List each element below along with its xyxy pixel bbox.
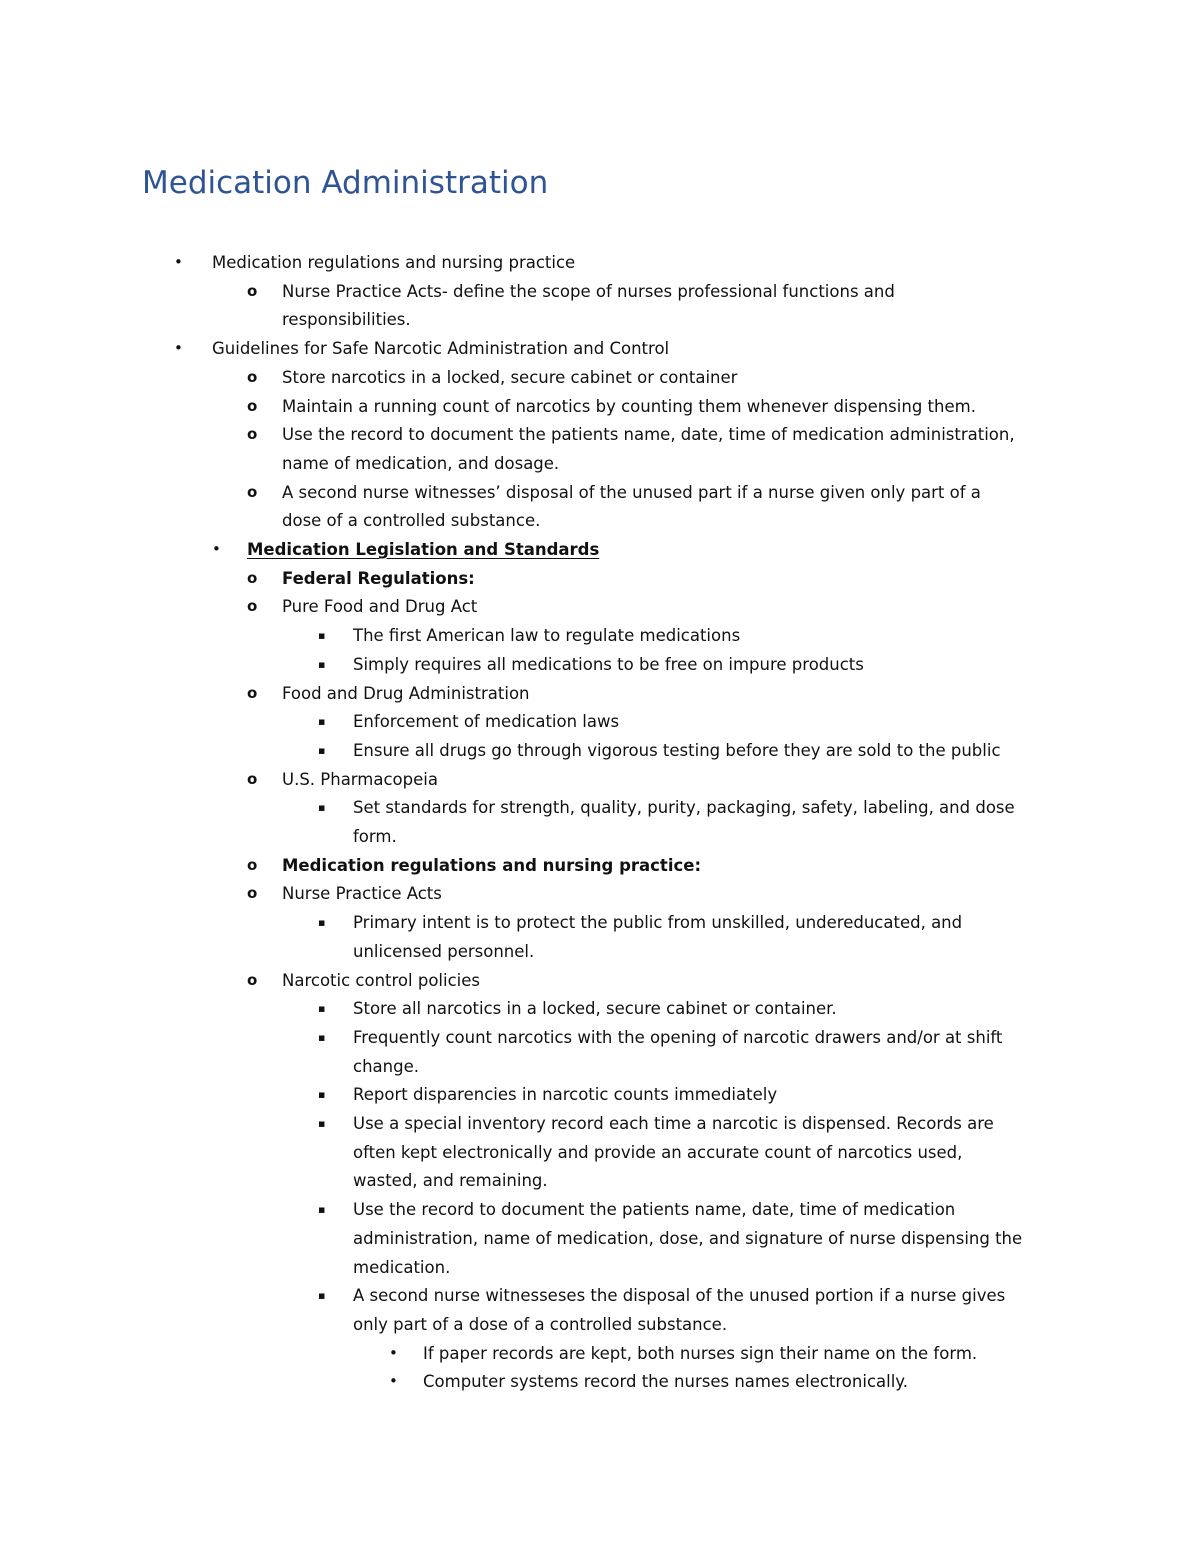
list-item-text: If paper records are kept, both nurses sign their name on the form.	[423, 1344, 978, 1363]
list-item-text: Medication regulations and nursing practice:	[282, 856, 702, 875]
list-item-text: administration, name of medication, dose, and signature of nurse dispensing the	[353, 1229, 1023, 1248]
bullet-marker: ▪	[318, 715, 326, 728]
list-item-text: Nurse Practice Acts	[282, 884, 442, 903]
list-item-text: wasted, and remaining.	[353, 1171, 548, 1190]
list-item-text: Use the record to document the patients name, date, time of medication administration,	[282, 425, 1015, 444]
list-item-text: Food and Drug Administration	[282, 684, 530, 703]
bullet-marker: o	[247, 368, 258, 386]
list-item-text: Nurse Practice Acts- define the scope of nurses professional functions and	[282, 282, 895, 301]
bullet-marker: ▪	[318, 1203, 326, 1216]
list-item-text: Report disparencies in narcotic counts immediately	[353, 1085, 778, 1104]
bullet-marker: o	[247, 397, 258, 415]
list-item-text: Medication Legislation and Standards	[247, 540, 600, 559]
bullet-marker: •	[389, 1344, 398, 1362]
list-item-text: unlicensed personnel.	[353, 942, 535, 961]
list-item-text: A second nurse witnesses’ disposal of the unused part if a nurse given only part of a	[282, 483, 981, 502]
list-item-text: only part of a dose of a controlled substance.	[353, 1315, 728, 1334]
list-item-text: Guidelines for Safe Narcotic Administration and Control	[212, 339, 670, 358]
list-item-text: Narcotic control policies	[282, 971, 480, 990]
list-item-text: medication.	[353, 1258, 451, 1277]
bullet-marker: o	[247, 770, 258, 788]
bullet-marker: o	[247, 684, 258, 702]
bullet-marker: ▪	[318, 916, 326, 929]
bullet-marker: ▪	[318, 744, 326, 757]
list-item-text: Medication regulations and nursing practice	[212, 253, 576, 272]
list-item-text: Computer systems record the nurses names electronically.	[423, 1372, 908, 1391]
bullet-marker: o	[247, 597, 258, 615]
bullet-marker: •	[174, 339, 183, 357]
bullet-marker: •	[389, 1372, 398, 1390]
bullet-marker: o	[247, 425, 258, 443]
bullet-marker: o	[247, 884, 258, 902]
bullet-marker: ▪	[318, 1002, 326, 1015]
bullet-marker: o	[247, 856, 258, 874]
list-item-text: Pure Food and Drug Act	[282, 597, 478, 616]
bullet-marker: o	[247, 282, 258, 300]
list-item-text: Store narcotics in a locked, secure cabinet or container	[282, 368, 738, 387]
list-item-text: Use a special inventory record each time a narcotic is dispensed. Records are	[353, 1114, 994, 1133]
list-item-text: A second nurse witnesseses the disposal of the unused portion if a nurse gives	[353, 1286, 1006, 1305]
list-item-text: The first American law to regulate medications	[353, 626, 741, 645]
page-title: Medication Administration	[142, 165, 549, 201]
list-item-text: Maintain a running count of narcotics by counting them whenever dispensing them.	[282, 397, 976, 416]
bullet-marker: ▪	[318, 629, 326, 642]
bullet-marker: ▪	[318, 658, 326, 671]
bullet-marker: o	[247, 483, 258, 501]
list-item-text: Use the record to document the patients name, date, time of medication	[353, 1200, 956, 1219]
bullet-marker: ▪	[318, 1031, 326, 1044]
bullet-marker: •	[174, 253, 183, 271]
list-item-text: Frequently count narcotics with the opening of narcotic drawers and/or at shift	[353, 1028, 1003, 1047]
list-item-text: Enforcement of medication laws	[353, 712, 620, 731]
bullet-marker: ▪	[318, 1117, 326, 1130]
bullet-marker: ▪	[318, 1289, 326, 1302]
list-item-text: Set standards for strength, quality, purity, packaging, safety, labeling, and dose	[353, 798, 1015, 817]
list-item-text: Store all narcotics in a locked, secure cabinet or container.	[353, 999, 837, 1018]
list-item-text: U.S. Pharmacopeia	[282, 770, 438, 789]
list-item-text: Federal Regulations:	[282, 569, 475, 588]
bullet-marker: ▪	[318, 1088, 326, 1101]
list-item-text: Ensure all drugs go through vigorous testing before they are sold to the public	[353, 741, 1001, 760]
list-item-text: dose of a controlled substance.	[282, 511, 541, 530]
list-item-text: Primary intent is to protect the public from unskilled, undereducated, and	[353, 913, 963, 932]
list-item-text: often kept electronically and provide an accurate count of narcotics used,	[353, 1143, 963, 1162]
list-item-text: form.	[353, 827, 397, 846]
list-item-text: name of medication, and dosage.	[282, 454, 560, 473]
list-item-text: change.	[353, 1057, 419, 1076]
list-item-text: responsibilities.	[282, 310, 411, 329]
bullet-marker: ▪	[318, 801, 326, 814]
bullet-marker: o	[247, 971, 258, 989]
list-item-text: Simply requires all medications to be free on impure products	[353, 655, 864, 674]
bullet-marker: o	[247, 569, 258, 587]
bullet-marker: •	[212, 540, 221, 558]
